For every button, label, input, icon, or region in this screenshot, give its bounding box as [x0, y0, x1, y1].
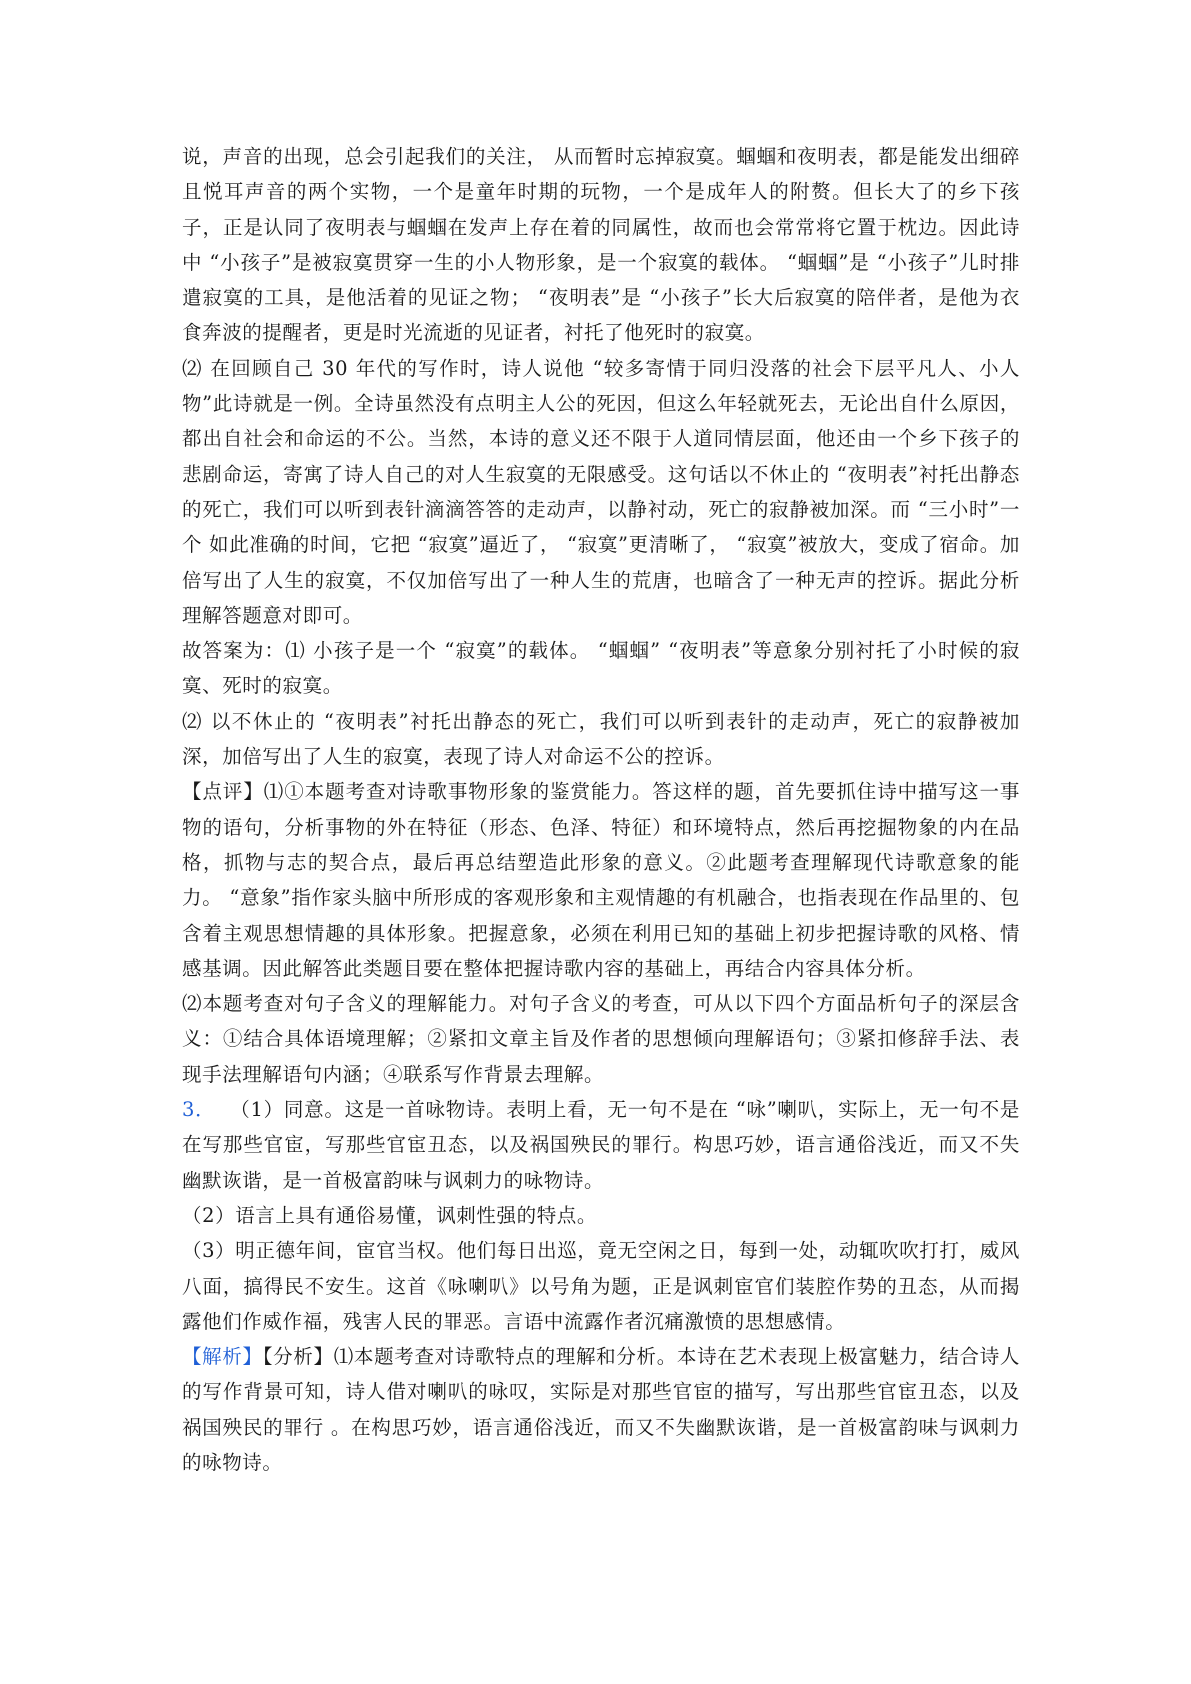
question-3-answer-1: （1）同意。这是一首咏物诗。表明上看，无一句不是在 “咏”喇叭，实际上，无一句不是在写那些官宦，写那些官宦丑态，以及祸国殃民的罪行。构思巧妙，语言通俗浅近，而又不失幽默诙谐，是一首极富韵味与讽刺力的咏物诗。 — [182, 1098, 1021, 1192]
answer-paragraph-2: ⑵ 以不休止的 “夜明表”衬托出静态的死亡，我们可以听到表针的走动声，死亡的寂静被加深，加倍写出了人生的寂寞，表现了诗人对命运不公的控诉。 — [182, 709, 1020, 769]
question-3-answer-3: （3）明正德年间，宦官当权。他们每日出巡，竟无空闲之日，每到一处，动辄吹吹打打，威风八面，搞得民不安生。这首《咏喇叭》以号角为题，正是讽刺宦官们装腔作势的丑态，从而揭露他们作威作福，残害人民的罪恶。言语中流露作者沉痛激愤的思想感情。 — [182, 1239, 1020, 1333]
analysis-text: 【分析】⑴本题考查对诗歌特点的理解和分析。本诗在艺术表现上极富魅力，结合诗人的写作背景可知，诗人借对喇叭的咏叹，实际是对那些官宦的描写，写出那些官宦丑态，以及祸国殃民的罪行 。在构思巧妙，语言通俗浅近，而又不失幽默诙谐，是一首极富韵味与讽刺力的咏物诗。 — [182, 1345, 1020, 1474]
question-3-answer-2: （2）语言上具有通俗易懂，讽刺性强的特点。 — [182, 1203, 598, 1227]
paragraph-2: ⑵ 在回顾自己 30 年代的写作时，诗人说他 “较多寄情于同归没落的社会下层平凡人、小人物”此诗就是一例。全诗虽然没有点明主人公的死因，但这么年轻就死去，无论出自什么原因，都出自社会和命运的不公。当然，本诗的意义还不限于人道同情层面，他还由一个乡下孩子的悲剧命运，寄寓了诗人自己的对人生寂寞的无限感受。这句话以不休止的 “夜明表”衬托出静态的死亡，我们可以听到表针滴滴答答的走动声，以静衬动，死亡的寂静被加深。而 “三小时”一个 如此准确的时间，它把 “寂寞”逼近了， “寂寞”更清晰了， “寂寞”被放大，变成了宿命。加倍写出了人生的寂寞，不仅加倍写出了一种人生的荒唐，也暗含了一种无声的控诉。据此分析理解答题意对即可。 — [182, 356, 1020, 627]
answer-paragraph: 故答案为：⑴ 小孩子是一个 “寂寞”的载体。 “蝈蝈” “夜明表”等意象分别衬托了小时候的寂寞、死时的寂寞。 — [182, 639, 1020, 698]
comment-paragraph-2: ⑵本题考查对句子含义的理解能力。对句子含义的考查，可从以下四个方面品析句子的深层含义：①结合具体语境理解；②紧扣文章主旨及作者的思想倾向理解语句；③紧扣修辞手法、表现手法理解语句内涵；④联系写作背景去理解。 — [182, 992, 1020, 1086]
analysis-paragraph — [182, 1339, 1020, 1480]
analysis-tag: 【解析】 — [182, 1345, 263, 1369]
comment-paragraph: 【点评】⑴①本题考查对诗歌事物形象的鉴赏能力。答这样的题，首先要抓住诗中描写这一事物的语句，分析事物的外在特征（形态、色泽、特征）和环境特点，然后再挖掘物象的内在品格，抓物与志的契合点，最后再总结塑造此形象的意义。②此题考查理解现代诗歌意象的能力。 “意象”指作家头脑中所形成的客观形象和主观情趣的有机融合，也指表现在作品里的、包含着主观思想情趣的具体形象。把握意象，必须在利用已知的基础上初步把握诗歌的风格、情感基调。因此解答此类题目要在整体把握诗歌内容的基础上，再结合内容具体分析。 — [182, 780, 1020, 980]
paragraph-1: 说，声音的出现，总会引起我们的关注， 从而暂时忘掉寂寞。蝈蝈和夜明表，都是能发出细碎且悦耳声音的两个实物，一个是童年时期的玩物，一个是成年人的附赘。但长大了的乡下孩子，正是认同了夜明表与蝈蝈在发声上存在着的同属性，故而也会常常将它置于枕边。因此诗中 “小孩子”是被寂寞贯穿一生的小人物形象，是一个寂寞的载体。 “蝈蝈”是 “小孩子”儿时排遣寂寞的工具，是他活着的见证之物； “夜明表”是 “小孩子”长大后寂寞的陪伴者，是他为衣食奔波的提醒者，更是时光流逝的见证者，衬托了他死时的寂寞。 — [182, 145, 1020, 345]
document-page — [182, 139, 1020, 1480]
question-3-paragraph — [182, 1092, 1020, 1198]
question-number: 3． — [182, 1098, 216, 1122]
